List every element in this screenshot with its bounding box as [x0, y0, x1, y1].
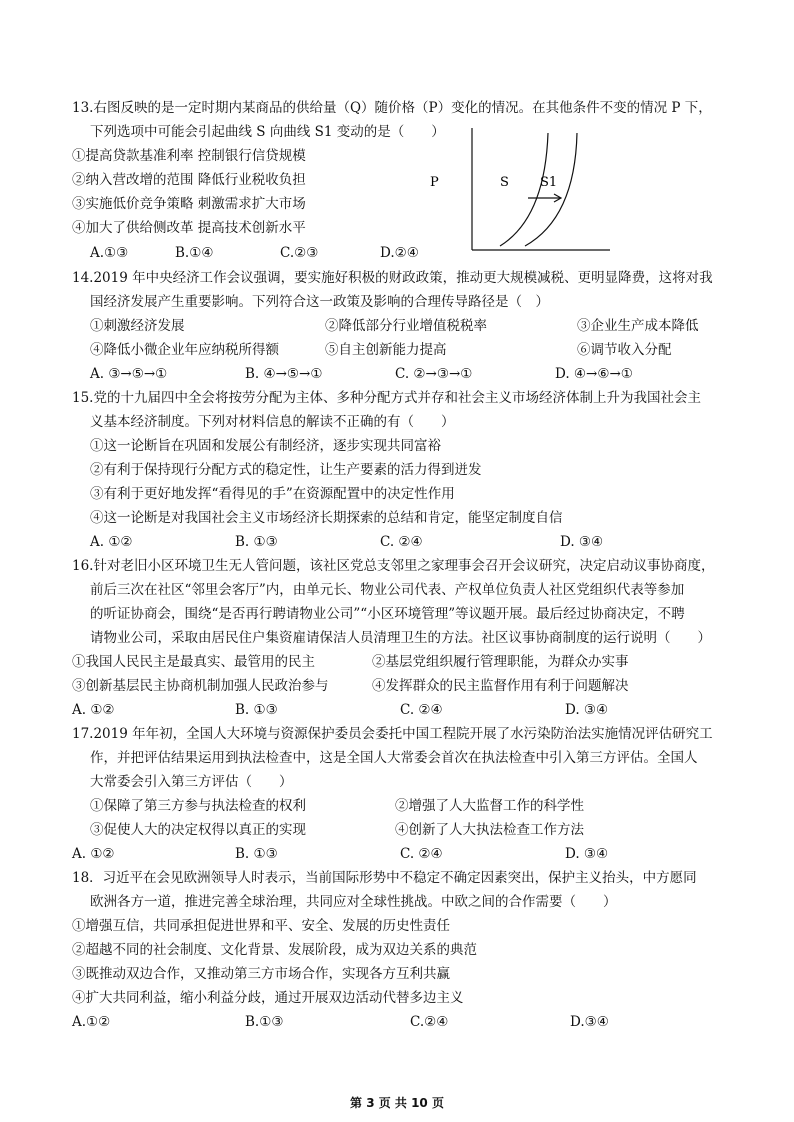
q17-option-d: D. ③④: [565, 846, 609, 862]
q16-item-3: ③创新基层民主协商机制加强人民政治参与: [72, 678, 329, 694]
q16-item-2: ②基层党组织履行管理职能，为群众办实事: [372, 654, 629, 670]
q18-option-c: C.②④: [410, 1014, 449, 1030]
q14-item-4: ④降低小微企业年应纳税所得额: [90, 342, 279, 358]
q15-option-b: B. ①③: [235, 534, 278, 550]
graph-label-s: S: [500, 175, 509, 190]
q16-stem-line2: 前后三次在社区“邻里会客厅”内，由单元长、物业公司代表、产权单位负责人社区党组织代表等参加: [90, 582, 685, 598]
q18-stem-line2: 欧洲各方一道，推进完善全球治理，共同应对全球性挑战。中欧之间的合作需要（ ）: [90, 894, 617, 910]
q18-stem-line1: 18．习近平在会见欧洲领导人时表示，当前国际形势中不稳定不确定因素突出，保护主义抬头，中方愿同: [72, 870, 697, 886]
q15-option-d: D. ③④: [560, 534, 604, 550]
q15-option-c: C. ②④: [380, 534, 423, 550]
q17-item-2: ②增强了人大监督工作的科学性: [395, 798, 584, 814]
q14-option-a: A. ③→⑤→①: [90, 366, 168, 382]
q13-stem-line1: 13.右图反映的是一定时期内某商品的供给量（Q）随价格（P）变化的情况。在其他条件不变的情况 P 下，: [72, 100, 712, 116]
q14-item-5: ⑤自主创新能力提高: [325, 342, 447, 358]
q16-option-a: A. ①②: [72, 702, 115, 718]
q13-item-4: ④加大了供给侧改革 提高技术创新水平: [72, 220, 306, 236]
q14-item-2: ②降低部分行业增值税税率: [325, 318, 487, 334]
q15-item-4: ④这一论断是对我国社会主义市场经济长期探索的总结和肯定，能坚定制度自信: [90, 510, 563, 526]
q15-item-3: ③有利于更好地发挥“看得见的手”在资源配置中的决定性作用: [90, 486, 455, 502]
q13-option-c: C.②③: [280, 245, 319, 261]
q18-option-b: B.①③: [245, 1014, 284, 1030]
q15-item-1: ①这一论断旨在巩固和发展公有制经济，逐步实现共同富裕: [90, 438, 441, 454]
q17-stem-line1: 17.2019 年年初，全国人大环境与资源保护委员会委托中国工程院开展了水污染防治法实施情况评估研究工: [72, 726, 713, 742]
q18-item-1: ①增强互信，共同承担促进世界和平、安全、发展的历史性责任: [72, 918, 450, 934]
q16-stem-line4: 请物业公司，采取由居民住户集资雇请保洁人员清理卫生的方法。社区议事协商制度的运行说明（ ）: [90, 630, 711, 646]
q17-option-a: A. ①②: [72, 846, 115, 862]
q14-option-d: D. ④→⑥→①: [555, 366, 633, 382]
q16-option-d: D. ③④: [565, 702, 609, 718]
q16-option-b: B. ①③: [235, 702, 278, 718]
q17-option-b: B. ①③: [235, 846, 278, 862]
page-footer: 第 3 页 共 10 页: [350, 1096, 444, 1110]
q14-stem-line1: 14.2019 年中央经济工作会议强调，要实施好积极的财政政策，推动更大规模减税、更明显降费，这将对我: [72, 270, 713, 286]
q16-option-c: C. ②④: [400, 702, 443, 718]
q17-option-c: C. ②④: [400, 846, 443, 862]
q13-option-a: A.①③: [90, 245, 129, 261]
q17-item-3: ③促使人大的决定权得以真正的实现: [90, 822, 306, 838]
q18-item-2: ②超越不同的社会制度、文化背景、发展阶段，成为双边关系的典范: [72, 942, 477, 958]
q18-option-d: D.③④: [570, 1014, 609, 1030]
q18-item-3: ③既推动双边合作，又推动第三方市场合作，实现各方互利共赢: [72, 966, 450, 982]
graph-label-p: P: [430, 175, 439, 190]
q14-item-6: ⑥调节收入分配: [577, 342, 672, 358]
q13-stem-line2: 下列选项中可能会引起曲线 S 向曲线 S1 变动的是（ ）: [90, 124, 445, 140]
q15-option-a: A. ①②: [90, 534, 133, 550]
q16-item-1: ①我国人民民主是最真实、最管用的民主: [72, 654, 315, 670]
q14-option-b: B. ④→⑤→①: [245, 366, 323, 382]
q17-stem-line2: 作，并把评估结果运用到执法检查中，这是全国人大常委会首次在执法检查中引入第三方评估。全国人: [90, 750, 698, 766]
q14-item-1: ①刺激经济发展: [90, 318, 185, 334]
q18-option-a: A.①②: [72, 1014, 111, 1030]
q14-stem-line2: 国经济发展产生重要影响。下列符合这一政策及影响的合理传导路径是（ ）: [90, 294, 549, 310]
q16-item-4: ④发挥群众的民主监督作用有利于问题解决: [372, 678, 629, 694]
q13-option-b: B.①④: [175, 245, 214, 261]
q16-stem-line3: 的听证协商会，围绕“是否再行聘请物业公司”“小区环境管理”等议题开展。最后经过协商决定，不聘: [90, 606, 685, 622]
q14-item-3: ③企业生产成本降低: [577, 318, 699, 334]
q17-item-1: ①保障了第三方参与执法检查的权利: [90, 798, 306, 814]
q15-item-2: ②有利于保持现行分配方式的稳定性，让生产要素的活力得到迸发: [90, 462, 482, 478]
graph-label-s1: S1: [540, 175, 558, 190]
q18-item-4: ④扩大共同利益，缩小利益分歧，通过开展双边活动代替多边主义: [72, 990, 464, 1006]
q17-stem-line3: 大常委会引入第三方评估（ ）: [90, 774, 293, 790]
q16-stem-line1: 16.针对老旧小区环境卫生无人管问题，该社区党总支邻里之家理事会召开会议研究，决定启动议事协商度，: [72, 558, 715, 574]
q13-item-2: ②纳入营改增的范围 降低行业税收负担: [72, 172, 306, 188]
q17-item-4: ④创新了人大执法检查工作方法: [395, 822, 584, 838]
q14-option-c: C. ②→③→①: [395, 366, 473, 382]
supply-curve-graph: [420, 128, 620, 258]
q13-item-1: ①提高贷款基准利率 控制银行信贷规模: [72, 148, 306, 164]
q13-option-d: D.②④: [380, 245, 419, 261]
q13-item-3: ③实施低价竞争策略 刺激需求扩大市场: [72, 196, 306, 212]
q15-stem-line2: 义基本经济制度。下列对材料信息的解读不正确的有（ ）: [90, 414, 455, 430]
q15-stem-line1: 15.党的十九届四中全会将按劳分配为主体、多种分配方式并存和社会主义市场经济体制上升为我国社会主: [72, 390, 701, 406]
